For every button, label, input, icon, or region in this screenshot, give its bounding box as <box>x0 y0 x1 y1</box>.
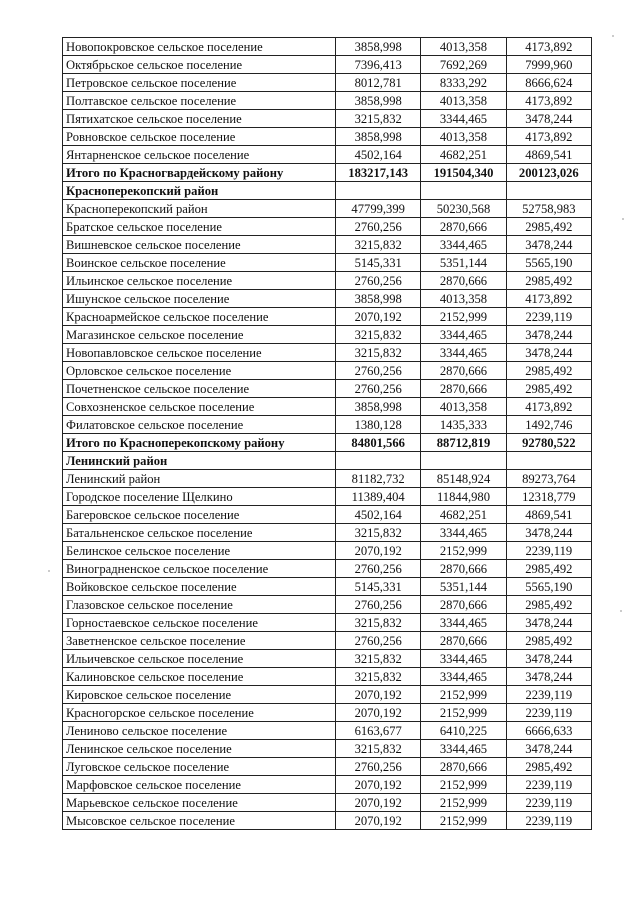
value-cell-2: 1435,333 <box>421 416 506 434</box>
table-row <box>63 92 592 110</box>
value-cell-3: 2985,492 <box>506 362 591 380</box>
row-name: Марфовское сельское поселение <box>63 776 336 794</box>
row-name: Ленинский район <box>63 470 336 488</box>
value-cell-2: 2870,666 <box>421 218 506 236</box>
value-cell-2: 4013,358 <box>421 38 506 56</box>
table-row <box>63 596 592 614</box>
value-cell-2: 2152,999 <box>421 776 506 794</box>
section-header-row <box>63 182 592 200</box>
value-cell-3: 4869,541 <box>506 146 591 164</box>
value-cell-1: 2760,256 <box>336 272 421 290</box>
value-cell-3: 4173,892 <box>506 398 591 416</box>
value-cell-2: 3344,465 <box>421 740 506 758</box>
value-cell-1: 3858,998 <box>336 128 421 146</box>
value-cell-2: 11844,980 <box>421 488 506 506</box>
row-name: Кировское сельское поселение <box>63 686 336 704</box>
table-row <box>63 254 592 272</box>
row-name: Красноперекопский район <box>63 200 336 218</box>
row-name: Новопавловское сельское поселение <box>63 344 336 362</box>
row-name: Орловское сельское поселение <box>63 362 336 380</box>
value-cell-1: 2760,256 <box>336 218 421 236</box>
value-cell-2: 2870,666 <box>421 758 506 776</box>
value-cell-3: 3478,244 <box>506 110 591 128</box>
scan-speck <box>48 570 50 572</box>
value-cell-1: 2070,192 <box>336 704 421 722</box>
row-name: Полтавское сельское поселение <box>63 92 336 110</box>
value-cell-3: 2239,119 <box>506 776 591 794</box>
value-cell-1: 3858,998 <box>336 398 421 416</box>
table-row <box>63 506 592 524</box>
value-cell-3: 2239,119 <box>506 542 591 560</box>
section-title: Ленинский район <box>63 452 336 470</box>
value-cell-1: 3858,998 <box>336 92 421 110</box>
row-name: Лениново сельское поселение <box>63 722 336 740</box>
value-cell-2: 2870,666 <box>421 632 506 650</box>
row-name: Почетненское сельское поселение <box>63 380 336 398</box>
value-cell-1: 2070,192 <box>336 542 421 560</box>
table-row <box>63 794 592 812</box>
value-cell-2: 2152,999 <box>421 686 506 704</box>
value-cell-1 <box>336 182 421 200</box>
table-row <box>63 74 592 92</box>
value-cell-1: 3215,832 <box>336 524 421 542</box>
value-cell-1: 2070,192 <box>336 308 421 326</box>
row-name: Глазовское сельское поселение <box>63 596 336 614</box>
value-cell-3: 3478,244 <box>506 650 591 668</box>
value-cell-2: 4013,358 <box>421 398 506 416</box>
table-row <box>63 380 592 398</box>
table-row <box>63 146 592 164</box>
row-name: Ильинское сельское поселение <box>63 272 336 290</box>
value-cell-3: 4173,892 <box>506 38 591 56</box>
value-cell-1: 3215,832 <box>336 236 421 254</box>
row-name: Янтарненское сельское поселение <box>63 146 336 164</box>
value-cell-1: 4502,164 <box>336 506 421 524</box>
table-row <box>63 38 592 56</box>
value-cell-3: 1492,746 <box>506 416 591 434</box>
value-cell-2: 2152,999 <box>421 308 506 326</box>
row-name: Воинское сельское поселение <box>63 254 336 272</box>
row-name: Петровское сельское поселение <box>63 74 336 92</box>
table-row <box>63 722 592 740</box>
value-cell-2: 2870,666 <box>421 362 506 380</box>
value-cell-2: 50230,568 <box>421 200 506 218</box>
value-cell-2: 3344,465 <box>421 344 506 362</box>
value-cell-3: 3478,244 <box>506 740 591 758</box>
table-body <box>63 38 592 830</box>
value-cell-1: 6163,677 <box>336 722 421 740</box>
row-name: Братское сельское поселение <box>63 218 336 236</box>
table-row <box>63 218 592 236</box>
value-cell-3: 6666,633 <box>506 722 591 740</box>
budget-table <box>62 37 592 830</box>
value-cell-1 <box>336 452 421 470</box>
value-cell-2: 4013,358 <box>421 128 506 146</box>
value-cell-1: 3215,832 <box>336 344 421 362</box>
value-cell-1: 3215,832 <box>336 614 421 632</box>
value-cell-3: 92780,522 <box>506 434 591 452</box>
value-cell-3: 3478,244 <box>506 326 591 344</box>
value-cell-1: 2070,192 <box>336 812 421 830</box>
value-cell-2: 3344,465 <box>421 110 506 128</box>
value-cell-2: 2152,999 <box>421 704 506 722</box>
value-cell-2: 2870,666 <box>421 272 506 290</box>
value-cell-3 <box>506 182 591 200</box>
table-row <box>63 416 592 434</box>
table-row <box>63 578 592 596</box>
table-row <box>63 308 592 326</box>
table-row <box>63 668 592 686</box>
table-row <box>63 200 592 218</box>
value-cell-2: 2152,999 <box>421 542 506 560</box>
value-cell-1: 7396,413 <box>336 56 421 74</box>
value-cell-2: 88712,819 <box>421 434 506 452</box>
value-cell-1: 2760,256 <box>336 362 421 380</box>
row-name: Мысовское сельское поселение <box>63 812 336 830</box>
value-cell-2: 191504,340 <box>421 164 506 182</box>
value-cell-1: 81182,732 <box>336 470 421 488</box>
table-row <box>63 632 592 650</box>
value-cell-3: 12318,779 <box>506 488 591 506</box>
table-row <box>63 290 592 308</box>
value-cell-1: 84801,566 <box>336 434 421 452</box>
value-cell-1: 2760,256 <box>336 380 421 398</box>
value-cell-3: 8666,624 <box>506 74 591 92</box>
value-cell-2: 2152,999 <box>421 794 506 812</box>
value-cell-1: 2760,256 <box>336 632 421 650</box>
value-cell-3: 2985,492 <box>506 758 591 776</box>
value-cell-3: 2985,492 <box>506 272 591 290</box>
scan-speck <box>612 35 614 37</box>
value-cell-1: 3215,832 <box>336 740 421 758</box>
value-cell-3: 3478,244 <box>506 344 591 362</box>
value-cell-1: 4502,164 <box>336 146 421 164</box>
section-header-row <box>63 452 592 470</box>
value-cell-1: 5145,331 <box>336 578 421 596</box>
row-name: Калиновское сельское поселение <box>63 668 336 686</box>
row-name: Итого по Красногвардейскому району <box>63 164 336 182</box>
table-row <box>63 542 592 560</box>
row-name: Войковское сельское поселение <box>63 578 336 596</box>
scan-speck <box>620 610 622 612</box>
table-row <box>63 650 592 668</box>
table-row <box>63 56 592 74</box>
value-cell-2: 3344,465 <box>421 614 506 632</box>
value-cell-1: 183217,143 <box>336 164 421 182</box>
row-name: Филатовское сельское поселение <box>63 416 336 434</box>
value-cell-2: 2870,666 <box>421 596 506 614</box>
value-cell-3: 2985,492 <box>506 596 591 614</box>
value-cell-1: 3215,832 <box>336 110 421 128</box>
value-cell-3 <box>506 452 591 470</box>
value-cell-3: 2239,119 <box>506 704 591 722</box>
value-cell-1: 2760,256 <box>336 758 421 776</box>
value-cell-2: 5351,144 <box>421 254 506 272</box>
value-cell-1: 3215,832 <box>336 668 421 686</box>
table-row <box>63 776 592 794</box>
total-row <box>63 164 592 182</box>
value-cell-3: 2239,119 <box>506 686 591 704</box>
row-name: Багеровское сельское поселение <box>63 506 336 524</box>
value-cell-1: 2760,256 <box>336 560 421 578</box>
row-name: Марьевское сельское поселение <box>63 794 336 812</box>
value-cell-1: 8012,781 <box>336 74 421 92</box>
value-cell-3: 4173,892 <box>506 92 591 110</box>
value-cell-3: 3478,244 <box>506 614 591 632</box>
row-name: Вишневское сельское поселение <box>63 236 336 254</box>
value-cell-1: 2070,192 <box>336 776 421 794</box>
row-name: Ильичевское сельское поселение <box>63 650 336 668</box>
value-cell-3: 4869,541 <box>506 506 591 524</box>
table-row <box>63 686 592 704</box>
value-cell-3: 4173,892 <box>506 128 591 146</box>
table-row <box>63 740 592 758</box>
total-row <box>63 434 592 452</box>
value-cell-2: 4013,358 <box>421 290 506 308</box>
row-name: Красноармейское сельское поселение <box>63 308 336 326</box>
table-row <box>63 110 592 128</box>
row-name: Городское поселение Щелкино <box>63 488 336 506</box>
value-cell-1: 3858,998 <box>336 38 421 56</box>
row-name: Луговское сельское поселение <box>63 758 336 776</box>
table-row <box>63 488 592 506</box>
value-cell-2: 3344,465 <box>421 236 506 254</box>
row-name: Магазинское сельское поселение <box>63 326 336 344</box>
table-row <box>63 272 592 290</box>
table-row <box>63 470 592 488</box>
table-row <box>63 326 592 344</box>
row-name: Красногорское сельское поселение <box>63 704 336 722</box>
section-title: Красноперекопский район <box>63 182 336 200</box>
value-cell-2: 85148,924 <box>421 470 506 488</box>
value-cell-3: 3478,244 <box>506 236 591 254</box>
value-cell-2: 2870,666 <box>421 560 506 578</box>
row-name: Горностаевское сельское поселение <box>63 614 336 632</box>
table-row <box>63 758 592 776</box>
value-cell-2: 3344,465 <box>421 524 506 542</box>
row-name: Пятихатское сельское поселение <box>63 110 336 128</box>
row-name: Виноградненское сельское поселение <box>63 560 336 578</box>
table-row <box>63 812 592 830</box>
value-cell-1: 3215,832 <box>336 326 421 344</box>
value-cell-3: 2239,119 <box>506 308 591 326</box>
value-cell-2: 3344,465 <box>421 650 506 668</box>
row-name: Октябрьское сельское поселение <box>63 56 336 74</box>
value-cell-3: 89273,764 <box>506 470 591 488</box>
value-cell-1: 2070,192 <box>336 686 421 704</box>
value-cell-2: 6410,225 <box>421 722 506 740</box>
value-cell-3: 5565,190 <box>506 578 591 596</box>
row-name: Ленинское сельское поселение <box>63 740 336 758</box>
value-cell-1: 11389,404 <box>336 488 421 506</box>
value-cell-2 <box>421 182 506 200</box>
value-cell-1: 3215,832 <box>336 650 421 668</box>
value-cell-2 <box>421 452 506 470</box>
value-cell-3: 4173,892 <box>506 290 591 308</box>
value-cell-3: 3478,244 <box>506 668 591 686</box>
value-cell-3: 52758,983 <box>506 200 591 218</box>
value-cell-1: 3858,998 <box>336 290 421 308</box>
value-cell-1: 2070,192 <box>336 794 421 812</box>
row-name: Ишунское сельское поселение <box>63 290 336 308</box>
value-cell-2: 3344,465 <box>421 668 506 686</box>
value-cell-1: 47799,399 <box>336 200 421 218</box>
value-cell-2: 2152,999 <box>421 812 506 830</box>
row-name: Совхозненское сельское поселение <box>63 398 336 416</box>
value-cell-2: 2870,666 <box>421 380 506 398</box>
value-cell-2: 5351,144 <box>421 578 506 596</box>
table-row <box>63 524 592 542</box>
value-cell-1: 5145,331 <box>336 254 421 272</box>
value-cell-3: 2985,492 <box>506 218 591 236</box>
value-cell-2: 4682,251 <box>421 506 506 524</box>
value-cell-3: 2985,492 <box>506 632 591 650</box>
table-row <box>63 704 592 722</box>
value-cell-3: 200123,026 <box>506 164 591 182</box>
value-cell-3: 7999,960 <box>506 56 591 74</box>
row-name: Белинское сельское поселение <box>63 542 336 560</box>
row-name: Батальненское сельское поселение <box>63 524 336 542</box>
value-cell-2: 3344,465 <box>421 326 506 344</box>
value-cell-3: 5565,190 <box>506 254 591 272</box>
row-name: Новопокровское сельское поселение <box>63 38 336 56</box>
table-row <box>63 344 592 362</box>
table-row <box>63 236 592 254</box>
value-cell-2: 4682,251 <box>421 146 506 164</box>
table-row <box>63 614 592 632</box>
value-cell-2: 7692,269 <box>421 56 506 74</box>
value-cell-3: 2985,492 <box>506 380 591 398</box>
table-row <box>63 362 592 380</box>
row-name: Итого по Красноперекопскому району <box>63 434 336 452</box>
value-cell-1: 2760,256 <box>336 596 421 614</box>
value-cell-2: 8333,292 <box>421 74 506 92</box>
row-name: Ровновское сельское поселение <box>63 128 336 146</box>
table-row <box>63 128 592 146</box>
row-name: Заветненское сельское поселение <box>63 632 336 650</box>
value-cell-3: 2239,119 <box>506 812 591 830</box>
value-cell-3: 2985,492 <box>506 560 591 578</box>
value-cell-3: 3478,244 <box>506 524 591 542</box>
scan-speck <box>622 218 624 220</box>
value-cell-2: 4013,358 <box>421 92 506 110</box>
table-row <box>63 398 592 416</box>
table-row <box>63 560 592 578</box>
value-cell-3: 2239,119 <box>506 794 591 812</box>
value-cell-1: 1380,128 <box>336 416 421 434</box>
